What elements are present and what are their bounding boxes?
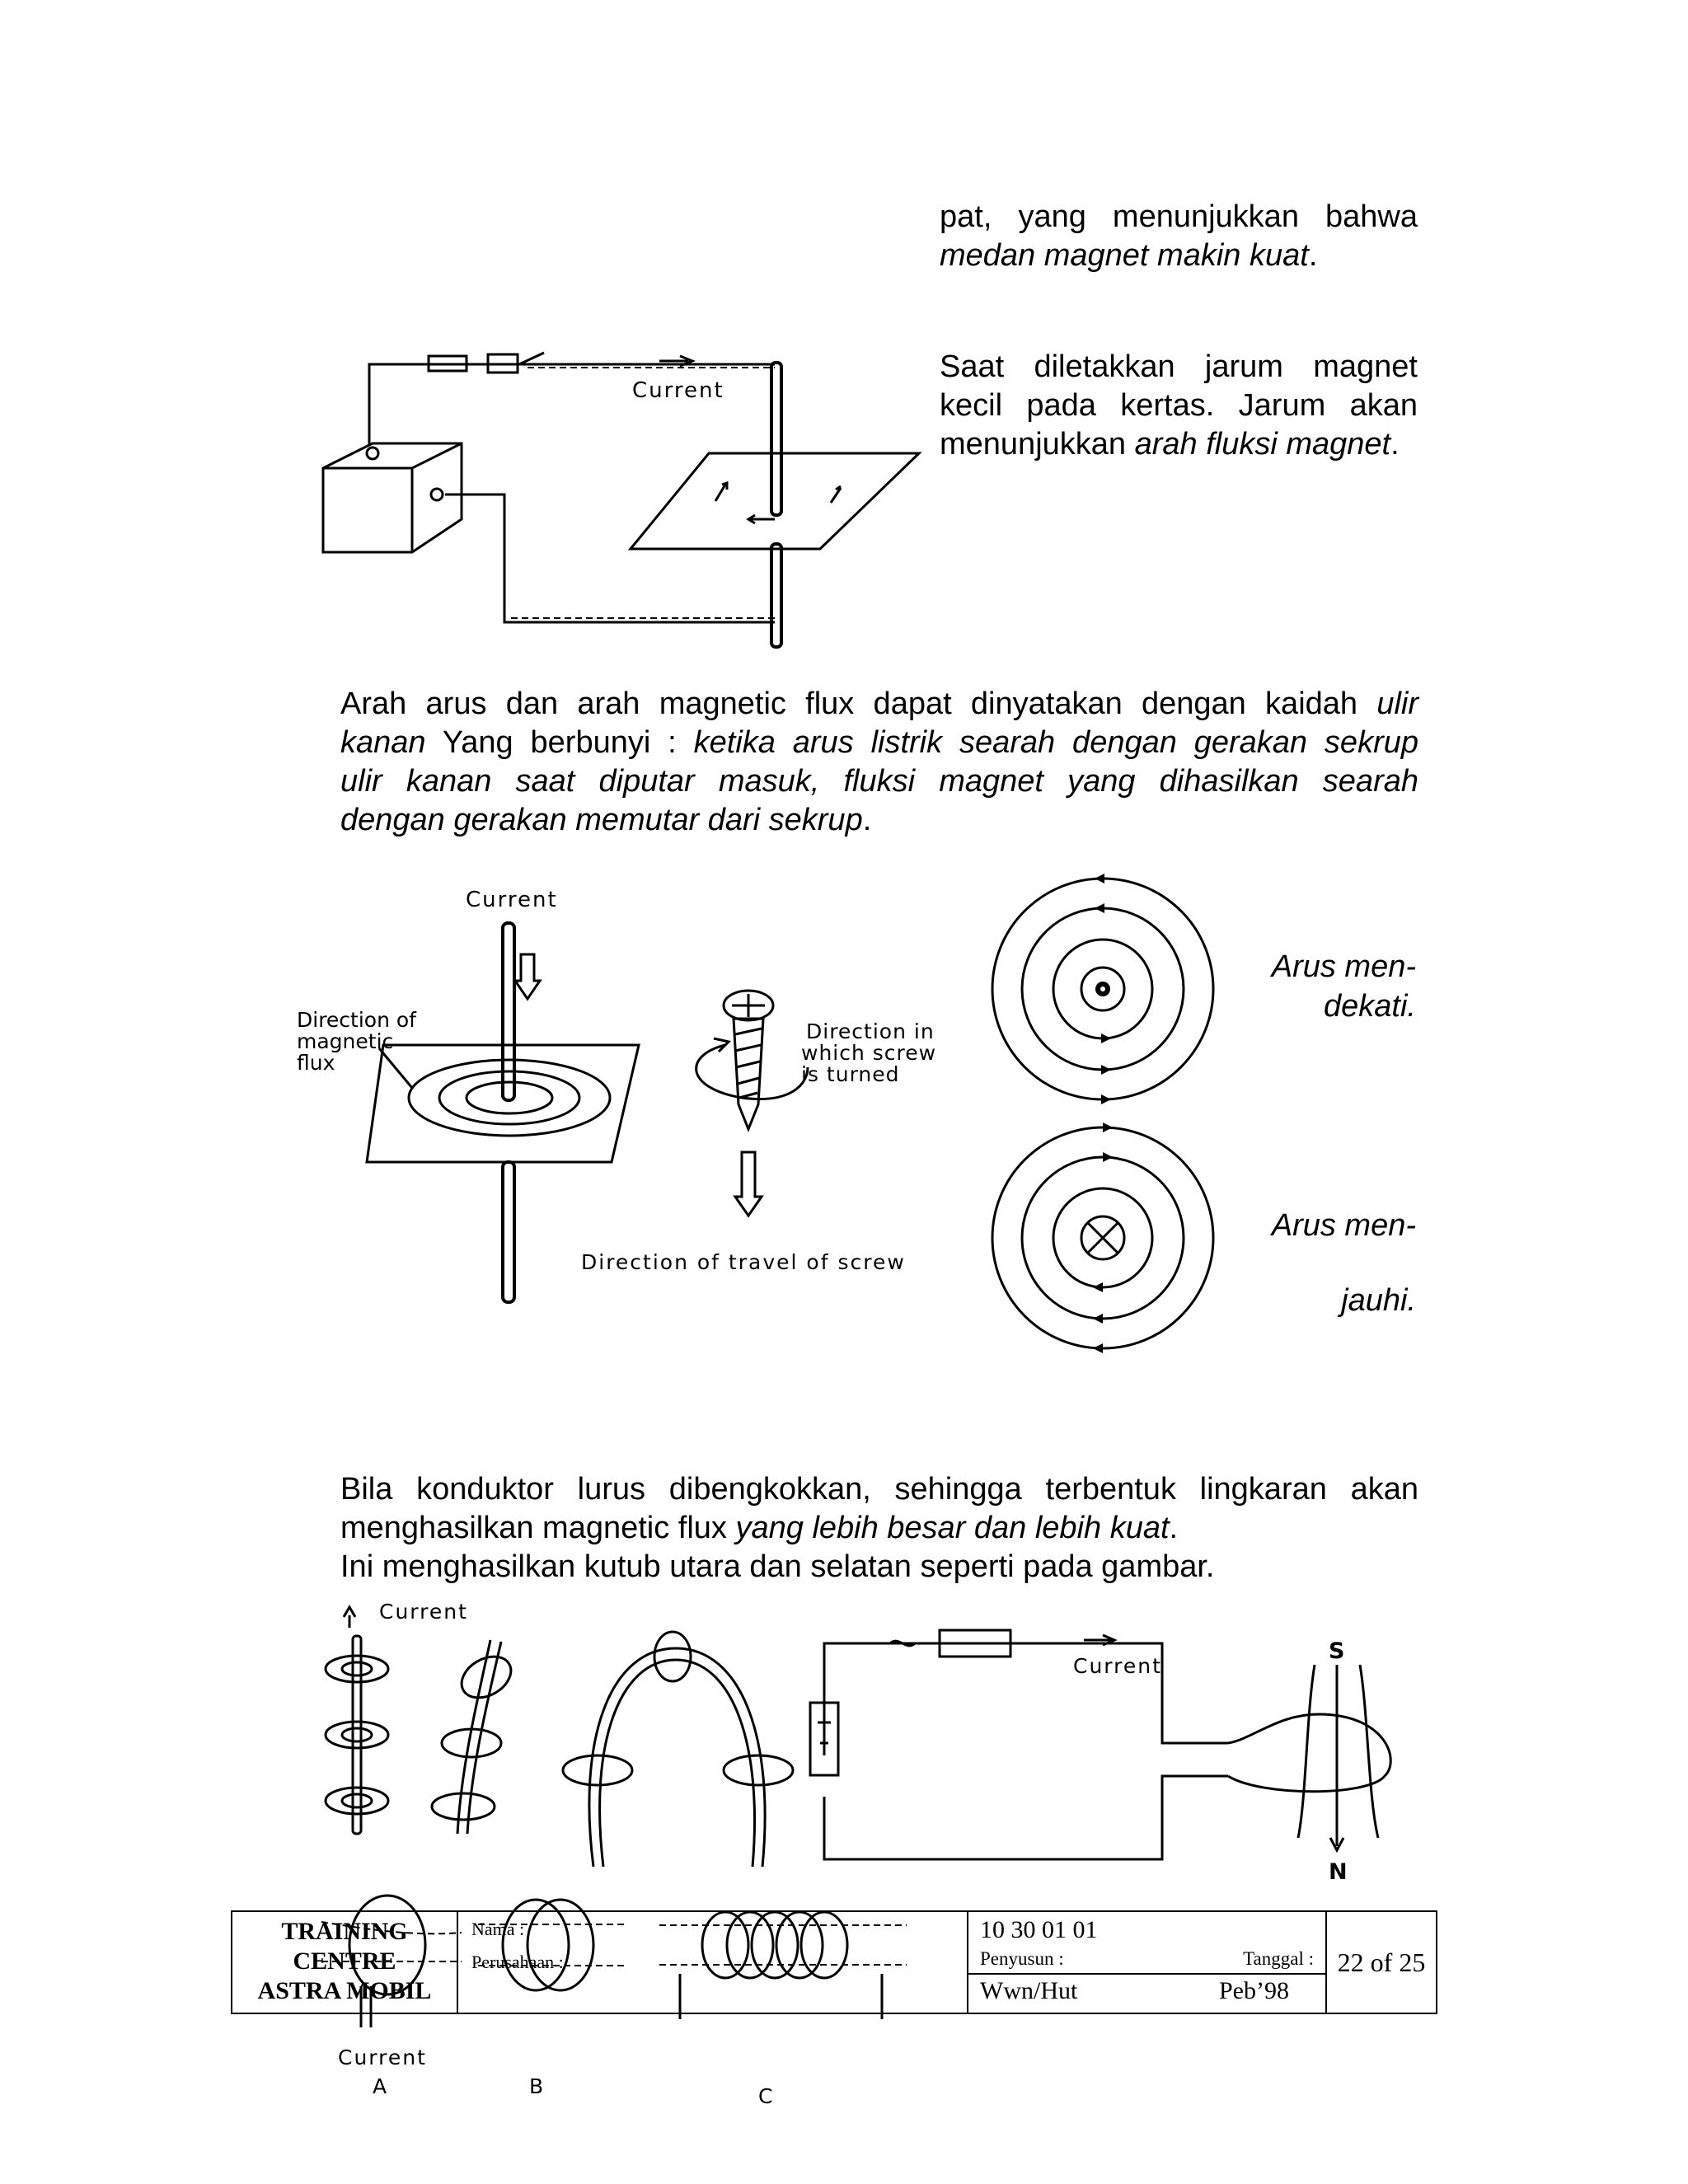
- caption-approaching-line-1: Arus men-: [1271, 949, 1416, 984]
- paragraph-2-line-2: kecil pada kertas. Jarum akan: [940, 388, 1418, 423]
- paragraph-2-line-3: [940, 425, 1434, 464]
- page-number: 22 of 25: [1337, 1947, 1426, 1977]
- screw-label-line-2: which screw: [801, 1041, 937, 1065]
- flux-ring-middle: [439, 1071, 579, 1124]
- emphasis-text: dengan gerakan memutar dari sekrup: [340, 803, 863, 837]
- compass-needle-icon: [831, 486, 841, 503]
- plain-text: menunjukkan: [940, 427, 1135, 462]
- paragraph-3-line-1: [340, 685, 1418, 724]
- arch-conductor-inner: [600, 1660, 755, 1867]
- field-arrow-icon: [1095, 874, 1104, 883]
- footer-org-line-3: ASTRA MOBIL: [257, 1977, 432, 2004]
- paper-sheet: [631, 453, 919, 549]
- flux-loop-icon: [563, 1755, 632, 1785]
- figure-bent-conductors: [313, 1599, 1418, 2110]
- field-arrow-icon: [1103, 1152, 1113, 1162]
- field-arrow-icon: [1093, 1314, 1103, 1324]
- paragraph-4-line-1: Bila konduktor lurus dibengkokkan, sehingga terbentuk lingkaran akan: [340, 1472, 1418, 1507]
- footer-author-label: Penyusun :: [980, 1948, 1064, 1969]
- flux-loop-icon: [342, 1728, 372, 1741]
- footer-author: Wwn/Hut: [980, 1977, 1078, 2004]
- emphasis-text: medan magnet makin kuat: [940, 238, 1309, 273]
- footer-org-line-2: CENTRE: [293, 1947, 396, 1975]
- field-arrow-icon: [1101, 1033, 1111, 1043]
- current-label-top: Current: [379, 1600, 468, 1624]
- flux-loop-icon: [326, 1722, 388, 1748]
- footer-date-label: Tanggal :: [1243, 1948, 1314, 1969]
- field-arrow-icon: [1093, 1282, 1103, 1292]
- label-b: B: [529, 2074, 544, 2098]
- flux-loop-icon: [342, 1662, 372, 1675]
- screw-body-icon: [734, 1019, 763, 1129]
- field-arrow-icon: [1095, 903, 1104, 913]
- conductor-lower: [771, 544, 781, 647]
- paragraph-1-line-1: pat, yang menunjukkan bahwa: [940, 199, 1418, 234]
- circuit-wire: [824, 1643, 1228, 1755]
- current-away-cross-icon: [1088, 1223, 1118, 1253]
- battery-terminal-icon: [367, 448, 378, 459]
- field-arrow-icon: [1101, 1065, 1111, 1075]
- emphasis-text: yang lebih besar dan lebih kuat: [735, 1511, 1170, 1545]
- paragraph-4-line-3: Ini menghasilkan kutub utara dan selatan seperti pada gambar.: [340, 1549, 1215, 1584]
- wire-bottom: [445, 494, 775, 622]
- current-toward-dot-center: [1100, 987, 1105, 991]
- punctuation: .: [1390, 427, 1400, 462]
- footer-name-cell: [457, 1911, 968, 2013]
- paragraph-3-line-2: [340, 724, 1418, 762]
- conductor-lower: [503, 1162, 514, 1302]
- footer-name-label: Nama :: [471, 1919, 525, 1939]
- plain-text: Yang berbunyi :: [425, 725, 694, 760]
- plain-text: Arah arus dan arah magnetic flux dapat dinyatakan dengan kaidah: [340, 687, 1377, 721]
- screw-label-line-1: Direction in: [806, 1019, 935, 1043]
- emphasis-text: arah fluksi magnet: [1134, 427, 1391, 462]
- punctuation: .: [862, 803, 872, 837]
- footer-page-cell: [1326, 1911, 1437, 2013]
- current-label: Current: [466, 888, 558, 912]
- conductor-upper: [771, 363, 781, 515]
- paragraph-1-line-2: [940, 237, 1418, 275]
- current-label-circuit: Current: [1073, 1654, 1162, 1678]
- footer-author-row: [980, 1945, 1314, 1973]
- compass-needle-icon: [715, 483, 727, 501]
- pole-n-label: N: [1329, 1859, 1348, 1885]
- flux-ring-inner: [467, 1082, 552, 1113]
- circuit-wire: [824, 1776, 1228, 1859]
- flux-loop-icon: [432, 1793, 495, 1820]
- paragraph-4-line-2: [340, 1509, 1418, 1548]
- caption-receding-line-1: Arus men-: [1271, 1208, 1416, 1243]
- screw-label-line-3: is turned: [801, 1062, 900, 1086]
- current-label: Current: [632, 378, 724, 403]
- footer-date: Peb’98: [1219, 1977, 1289, 2004]
- pole-s-label: S: [1329, 1638, 1345, 1664]
- arrow-down-icon: [735, 1152, 762, 1216]
- footer-org-line-1: TRAINING: [281, 1918, 408, 1945]
- wire-top: [369, 364, 775, 445]
- flux-loop-icon: [654, 1632, 691, 1681]
- flux-loop-icon: [326, 1788, 388, 1814]
- footer-company-label: Perusahaan :: [471, 1952, 564, 1972]
- flux-label-line-3: flux: [297, 1051, 335, 1075]
- battery-terminal-icon: [431, 489, 443, 500]
- figure-right-hand-screw: [297, 882, 956, 1310]
- switch-lever-icon: [519, 353, 560, 364]
- emphasis-text: kanan: [340, 725, 426, 760]
- caption-approaching-line-2: dekati.: [1324, 989, 1416, 1024]
- flux-loop-icon: [454, 1648, 518, 1706]
- flux-loop-icon: [342, 1794, 372, 1807]
- field-arrow-icon: [1093, 1343, 1103, 1353]
- figure-field-receding: [989, 1122, 1220, 1353]
- label-c: C: [758, 2084, 773, 2108]
- rotation-arrow-icon: [696, 1045, 808, 1099]
- figure-field-approaching: [989, 874, 1220, 1104]
- paragraph-3-line-4: [340, 801, 1418, 840]
- caption-receding-line-2: jauhi.: [1341, 1283, 1416, 1318]
- flux-leader-line: [379, 1048, 412, 1088]
- emphasis-text: ulir: [1376, 687, 1418, 721]
- travel-label: Direction of travel of screw: [581, 1250, 906, 1274]
- footer-author-value-row: [968, 1973, 1325, 2008]
- compass-needle-icon: [748, 515, 775, 523]
- paragraph-3-line-3: ulir kanan saat diputar masuk, fluksi magnet yang dihasilkan searah: [340, 764, 1418, 799]
- conductor-upper: [503, 923, 514, 1100]
- arrow-up-icon: [344, 1607, 355, 1628]
- straight-conductor: [353, 1636, 361, 1834]
- arrow-down-icon: [515, 954, 540, 999]
- paragraph-2-line-1: Saat diletakkan jarum magnet: [940, 349, 1418, 384]
- footer-org-cell: [232, 1911, 457, 2013]
- flux-line: [1360, 1665, 1378, 1838]
- field-arrow-icon: [1103, 1122, 1113, 1132]
- flux-label-line-1: Direction of: [297, 1008, 416, 1032]
- emphasis-text: ketika arus listrik searah dengan gerakan sekrup: [693, 725, 1418, 760]
- punctuation: .: [1308, 238, 1318, 273]
- screw-slot-icon: [732, 994, 765, 1017]
- flux-line: [1298, 1665, 1315, 1838]
- punctuation: .: [1169, 1511, 1179, 1545]
- plain-text: menghasilkan magnetic flux: [340, 1511, 736, 1545]
- footer-table: [231, 1910, 1437, 2014]
- current-label-bottom: Current: [338, 2046, 427, 2069]
- label-a: A: [373, 2074, 387, 2098]
- flux-label-line-2: magnetic: [297, 1029, 394, 1053]
- flux-loop-icon: [724, 1755, 793, 1785]
- footer-module-code: 10 30 01 01: [980, 1916, 1098, 1943]
- figure-battery-circuit: [313, 346, 923, 651]
- footer-info-cell: [968, 1911, 1326, 2013]
- field-arrow-icon: [1101, 1094, 1111, 1104]
- flux-loop-icon: [326, 1656, 388, 1682]
